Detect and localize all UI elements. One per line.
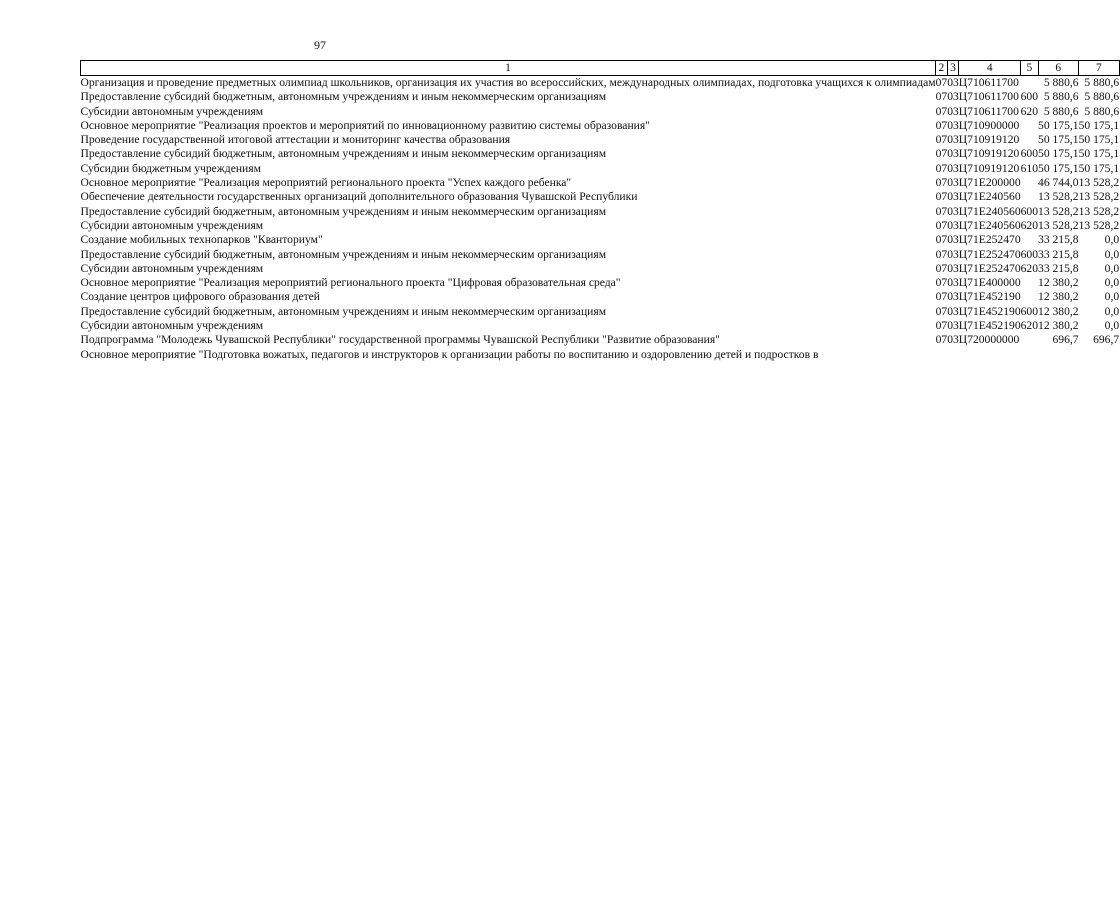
expense-type-code — [1021, 333, 1038, 347]
amount-col-7: 696,7 — [1093, 333, 1120, 347]
table-row — [81, 319, 1120, 333]
expense-type-code — [1021, 290, 1038, 304]
section-code: 07 — [935, 104, 948, 118]
section-code: 07 — [935, 290, 948, 304]
expense-type-code: 600 — [1020, 247, 1039, 261]
expense-type-code: 600 — [1020, 204, 1039, 218]
table-row — [81, 205, 1120, 219]
table-row — [81, 105, 1120, 119]
amount-col-6: 33 215,8 — [1038, 247, 1079, 261]
table-row — [81, 305, 1120, 319]
amount-col-6: 46 744,0 — [1038, 176, 1079, 190]
subsection-code: 03 — [947, 90, 959, 104]
amount-col-7: 5 880,6 — [1084, 90, 1120, 104]
row-name: Субсидии бюджетным учреждениям — [80, 161, 261, 175]
target-article-code: Ц710611700 — [958, 104, 1019, 118]
table-row — [81, 348, 1120, 362]
row-name: Подпрограмма "Молодежь Чувашской Республики" государственной программы Чувашской Республики "Развитие образования" — [80, 333, 720, 347]
subsection-code: 03 — [947, 147, 959, 161]
table-row — [81, 276, 1120, 290]
amount-col-6: 13 528,2 — [1038, 190, 1079, 204]
amount-col-6: 12 380,2 — [1038, 276, 1079, 290]
target-article-code: Ц71Е452190 — [958, 304, 1021, 318]
amount-col-6: 5 880,6 — [1043, 76, 1079, 89]
row-name: Обеспечение деятельности государственных организаций дополнительного образования Чувашской Республики — [80, 190, 638, 204]
row-name: Основное мероприятие "Реализация проектов и мероприятий по инновационному развитию системы образования" — [80, 118, 650, 132]
section-code — [936, 348, 948, 362]
amount-col-6: 50 175,1 — [1038, 147, 1079, 161]
expense-type-code: 600 — [1020, 90, 1039, 104]
amount-col-7: 0,0 — [1104, 261, 1120, 275]
expense-type-code: 600 — [1020, 304, 1039, 318]
subsection-code — [947, 348, 959, 362]
target-article-code: Ц71Е252470 — [958, 261, 1021, 275]
row-name: Основное мероприятие "Реализация мероприятий регионального проекта "Успех каждого ребенка" — [80, 176, 572, 190]
target-article-code — [959, 348, 1021, 362]
expense-type-code: 620 — [1020, 261, 1039, 275]
target-article-code: Ц71Е240560 — [958, 218, 1021, 232]
subsection-code: 03 — [947, 333, 959, 347]
expense-type-code: 600 — [1020, 147, 1039, 161]
column-header-6: 6 — [1038, 61, 1079, 76]
column-header-4: 4 — [959, 61, 1021, 76]
section-code: 07 — [935, 218, 948, 232]
target-article-code: Ц71Е252470 — [958, 247, 1021, 261]
subsection-code: 03 — [947, 319, 959, 333]
section-code: 07 — [935, 319, 948, 333]
target-article-code: Ц71Е452190 — [958, 290, 1021, 304]
table-row — [81, 76, 1120, 91]
row-name: Предоставление субсидий бюджетным, автономным учреждениям и иным некоммерческим организациям — [80, 147, 607, 161]
amount-col-7: 50 175,1 — [1078, 118, 1120, 132]
expense-type-code — [1021, 276, 1038, 290]
amount-col-6: 5 880,6 — [1043, 90, 1079, 104]
subsection-code: 03 — [947, 118, 959, 132]
target-article-code: Ц71Е400000 — [958, 276, 1021, 290]
section-code: 07 — [935, 161, 948, 175]
amount-col-7: 50 175,1 — [1078, 147, 1120, 161]
budget-table — [80, 60, 1120, 362]
table-row — [81, 176, 1120, 190]
amount-col-6: 50 175,1 — [1038, 118, 1079, 132]
subsection-code: 03 — [947, 76, 959, 89]
expense-type-code — [1021, 119, 1038, 133]
subsection-code: 03 — [947, 261, 959, 275]
section-code: 07 — [935, 304, 948, 318]
row-name: Субсидии автономным учреждениям — [80, 261, 264, 275]
amount-col-6: 50 175,1 — [1038, 133, 1079, 147]
subsection-code: 03 — [947, 133, 959, 147]
amount-col-7: 0,0 — [1104, 290, 1120, 304]
table-row — [81, 290, 1120, 304]
section-code: 07 — [935, 204, 948, 218]
target-article-code: Ц710611700 — [958, 76, 1019, 89]
expense-type-code: 620 — [1020, 104, 1039, 118]
target-article-code: Ц720000000 — [958, 333, 1020, 347]
target-article-code: Ц71Е240560 — [958, 204, 1021, 218]
table-row — [81, 233, 1120, 247]
target-article-code: Ц710900000 — [958, 118, 1020, 132]
section-code: 07 — [935, 333, 948, 347]
amount-col-7: 13 528,2 — [1078, 218, 1120, 232]
amount-col-6: 5 880,6 — [1043, 104, 1079, 118]
row-name: Проведение государственной итоговой аттестации и мониторинг качества образования — [80, 133, 511, 147]
target-article-code: Ц710611700 — [958, 90, 1019, 104]
column-header-5: 5 — [1021, 61, 1038, 76]
table-row — [81, 190, 1120, 204]
row-name: Предоставление субсидий бюджетным, автономным учреждениям и иным некоммерческим организациям — [80, 204, 607, 218]
amount-col-7: 13 528,2 — [1078, 204, 1120, 218]
subsection-code: 03 — [947, 176, 959, 190]
row-name: Предоставление субсидий бюджетным, автономным учреждениям и иным некоммерческим организациям — [80, 247, 607, 261]
target-article-code: Ц710919120 — [958, 133, 1020, 147]
amount-col-6 — [1038, 348, 1079, 362]
target-article-code: Ц71Е452190 — [958, 319, 1021, 333]
row-name: Предоставление субсидий бюджетным, автономным учреждениям и иным некоммерческим организациям — [80, 304, 607, 318]
amount-col-7: 50 175,1 — [1078, 161, 1120, 175]
table-row — [81, 147, 1120, 161]
amount-col-6: 13 528,2 — [1038, 204, 1079, 218]
amount-col-7: 13 528,2 — [1078, 176, 1120, 190]
section-code: 07 — [935, 190, 948, 204]
amount-col-6: 12 380,2 — [1038, 304, 1079, 318]
section-code: 07 — [935, 118, 948, 132]
expense-type-code: 620 — [1020, 218, 1039, 232]
expense-type-code — [1021, 348, 1038, 362]
expense-type-code: 610 — [1020, 161, 1039, 175]
table-row — [81, 219, 1120, 233]
column-header-2: 2 — [936, 61, 948, 76]
table-header-row — [81, 61, 1120, 76]
row-name: Субсидии автономным учреждениям — [80, 218, 264, 232]
expense-type-code — [1021, 176, 1038, 190]
table-row — [81, 90, 1120, 104]
row-name: Основное мероприятие "Подготовка вожатых, педагогов и инструкторов к организации работы по воспитанию и оздоровлению детей и подростков в — [80, 347, 819, 361]
section-code: 07 — [935, 261, 948, 275]
page-number: 97 — [314, 38, 326, 52]
target-article-code: Ц71Е252470 — [958, 233, 1021, 247]
section-code: 07 — [935, 90, 948, 104]
row-name: Создание центров цифрового образования детей — [80, 290, 321, 304]
table-row — [81, 248, 1120, 262]
row-name: Предоставление субсидий бюджетным, автономным учреждениям и иным некоммерческим организациям — [80, 90, 607, 104]
section-code: 07 — [935, 176, 948, 190]
amount-col-7: 0,0 — [1104, 304, 1120, 318]
subsection-code: 03 — [947, 218, 959, 232]
expense-type-code — [1021, 76, 1038, 91]
row-name: Субсидии автономным учреждениям — [80, 319, 264, 333]
amount-col-6: 33 215,8 — [1038, 261, 1079, 275]
amount-col-7: 13 528,2 — [1078, 190, 1120, 204]
row-name: Основное мероприятие "Реализация мероприятий регионального проекта "Цифровая образовательная среда" — [80, 276, 621, 290]
column-header-7: 7 — [1079, 61, 1120, 76]
table-row — [81, 119, 1120, 133]
subsection-code: 03 — [947, 276, 959, 290]
subsection-code: 03 — [947, 304, 959, 318]
amount-col-7: 0,0 — [1104, 276, 1120, 290]
section-code: 07 — [935, 233, 948, 247]
expense-type-code: 620 — [1020, 319, 1039, 333]
expense-type-code — [1021, 133, 1038, 147]
amount-col-7 — [1079, 348, 1120, 362]
amount-col-7: 50 175,1 — [1078, 133, 1120, 147]
section-code: 07 — [935, 76, 948, 89]
table-row — [81, 262, 1120, 276]
row-name: Субсидии автономным учреждениям — [80, 104, 264, 118]
amount-col-6: 50 175,1 — [1038, 161, 1079, 175]
expense-type-code — [1021, 233, 1038, 247]
column-header-1: 1 — [81, 61, 936, 76]
section-code: 07 — [935, 276, 948, 290]
amount-col-7: 0,0 — [1104, 233, 1120, 247]
column-header-3: 3 — [947, 61, 959, 76]
target-article-code: Ц710919120 — [958, 161, 1020, 175]
target-article-code: Ц71Е240560 — [958, 190, 1021, 204]
amount-col-6: 13 528,2 — [1038, 218, 1079, 232]
subsection-code: 03 — [947, 104, 959, 118]
amount-col-7: 0,0 — [1104, 247, 1120, 261]
section-code: 07 — [935, 247, 948, 261]
subsection-code: 03 — [947, 247, 959, 261]
amount-col-7: 5 880,6 — [1084, 76, 1120, 89]
table-row — [81, 333, 1120, 347]
amount-col-6: 696,7 — [1052, 333, 1079, 347]
table-row — [81, 133, 1120, 147]
amount-col-6: 12 380,2 — [1038, 319, 1079, 333]
subsection-code: 03 — [947, 233, 959, 247]
amount-col-7: 0,0 — [1104, 319, 1120, 333]
row-name: Создание мобильных технопарков "Кванториум" — [80, 233, 323, 247]
amount-col-6: 33 215,8 — [1038, 233, 1079, 247]
target-article-code: Ц71Е200000 — [958, 176, 1021, 190]
target-article-code: Ц710919120 — [958, 147, 1020, 161]
subsection-code: 03 — [947, 161, 959, 175]
subsection-code: 03 — [947, 204, 959, 218]
subsection-code: 03 — [947, 190, 959, 204]
section-code: 07 — [935, 133, 948, 147]
section-code: 07 — [935, 147, 948, 161]
amount-col-7: 5 880,6 — [1084, 104, 1120, 118]
amount-col-6: 12 380,2 — [1038, 290, 1079, 304]
subsection-code: 03 — [947, 290, 959, 304]
row-name: Организация и проведение предметных олимпиад школьников, организация их участия во всероссийских, международных олимпиадах, подготовка учащихся к олимпиадам — [80, 76, 936, 89]
table-row — [81, 162, 1120, 176]
expense-type-code — [1021, 190, 1038, 204]
